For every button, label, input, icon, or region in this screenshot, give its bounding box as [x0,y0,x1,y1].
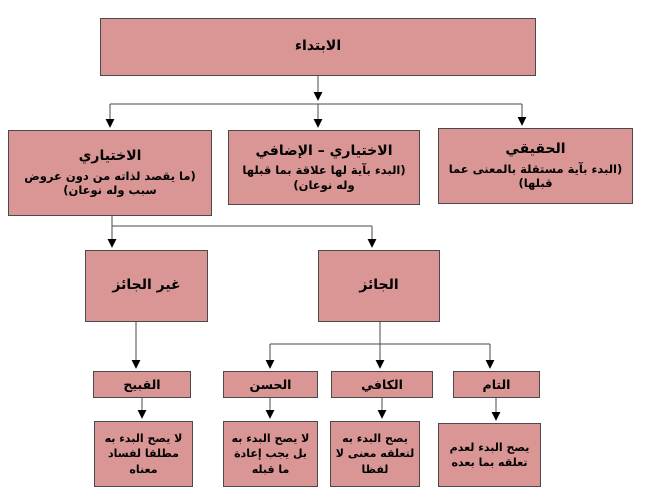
node-kafi-label: الكافي [361,376,403,392]
node-ibtidaa-label: الابتداء [294,38,342,55]
node-tamm-label: التام [482,376,511,392]
node-ikhtiyari-idafi [228,130,420,205]
node-kafi-description [330,421,420,487]
node-ikhtiyari [8,130,212,216]
node-jaiz [318,250,440,322]
node-qabih-label: القبيح [123,376,161,392]
node-haqiqi [438,128,633,204]
node-kafi-description-text: يصح البدء به لتعلقه معنى لا لفظا [335,431,415,476]
node-ikhtiyari-subtitle: (ما يقصد لذاته من دون عروض سبب وله نوعان) [24,168,196,198]
node-qabih [93,371,191,398]
node-qabih-description-text: لا يصح البدء به مطلقا لفساد معناه [104,431,183,476]
node-ghayr-jaiz [85,250,208,322]
node-hasan-description-text: لا يصح البدء به بل يجب إعادة ما قبله [231,431,310,476]
node-ikhtiyari-idafi-subtitle: (البدء بآية لها علاقة بما قبلها وله نوعان) [242,163,406,192]
node-ikhtiyari-title: الاختياري [78,148,142,165]
node-ibtidaa-root [100,18,536,76]
node-tamm-description-text: يصح البدء لعدم تعلقه بما بعده [449,440,530,469]
node-tamm [453,371,540,398]
node-ghayr-jaiz-label: غير الجائز [112,277,181,294]
node-hasan-label: الحسن [249,376,292,392]
node-qabih-description [94,421,193,487]
node-hasan-description [223,421,318,487]
node-haqiqi-subtitle: (البدء بآية مستقلة بالمعنى عما قبلها) [448,161,623,191]
node-tamm-description [438,423,541,487]
node-ikhtiyari-idafi-title: الاختياري – الإضافي [255,142,393,159]
node-haqiqi-title: الحقيقي [505,141,566,158]
node-hasan [223,371,318,398]
node-kafi [331,371,433,398]
node-jaiz-label: الجائز [359,277,399,294]
